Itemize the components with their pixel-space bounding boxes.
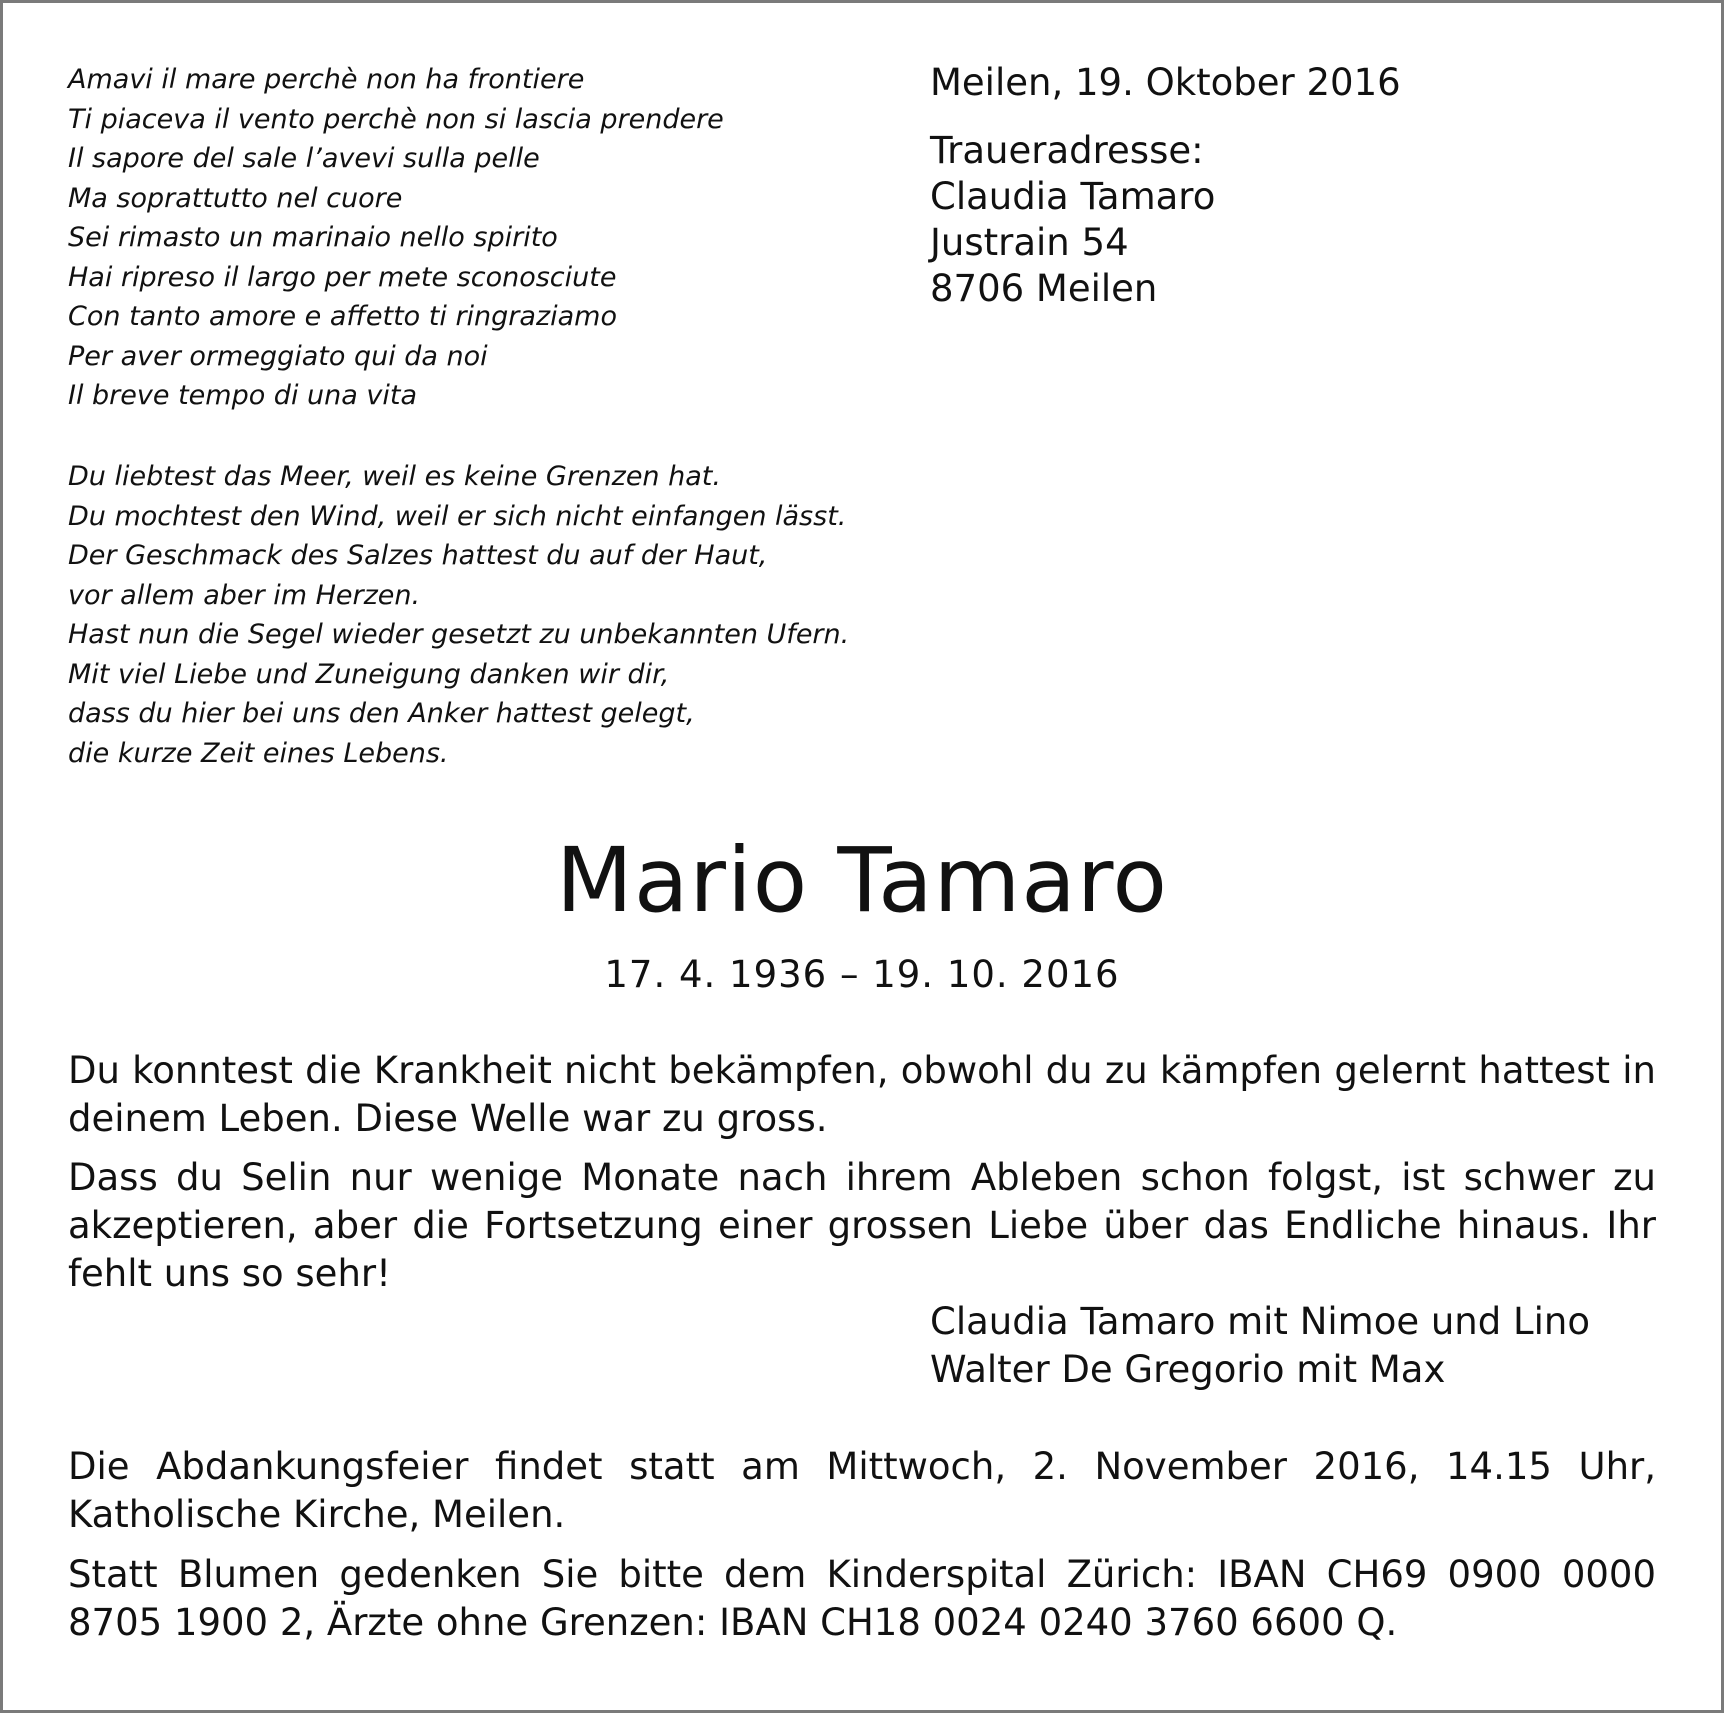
mourning-address <box>930 128 1215 312</box>
poem-italian <box>68 60 724 416</box>
poem-line: Sei rimasto un marinaio nello spirito <box>68 222 558 253</box>
signature-line: Claudia Tamaro mit Nimoe und Lino <box>930 1300 1590 1343</box>
poem-line: Hast nun die Segel wieder gesetzt zu unbekannten Ufern. <box>68 619 850 650</box>
poem-line: Mit viel Liebe und Zuneigung danken wir dir, <box>68 658 670 690</box>
poem-line: Con tanto amore e affetto ti ringraziamo <box>68 301 617 332</box>
poem-line: dass du hier bei uns den Anker hattest gelegt, <box>68 698 695 729</box>
poem-german <box>68 457 849 773</box>
poem-line: Du mochtest den Wind, weil er sich nicht einfangen lässt. <box>68 500 847 532</box>
address-city: 8706 Meilen <box>930 267 1158 310</box>
poem-line: Per aver ormeggiato qui da noi <box>68 340 488 372</box>
signature-line: Walter De Gregorio mit Max <box>930 1348 1446 1391</box>
poem-line: Ma soprattutto nel cuore <box>68 182 403 214</box>
poem-line: Der Geschmack des Salzes hattest du auf der Haut, <box>68 540 768 571</box>
message-paragraph-2: Dass du Selin nur wenige Monate nach ihrem Ableben schon folgst, ist schwer zu akzeptieren, aber die Fortsetzung einer grossen Liebe über das Endliche hinaus. Ihr fehlt uns so sehr! <box>68 1156 1656 1295</box>
poem-line: Il breve tempo di una vita <box>68 380 417 411</box>
deceased-name: Mario Tamaro <box>556 828 1168 932</box>
place-date: Meilen, 19. Oktober 2016 <box>930 61 1401 104</box>
poem-line: Il sapore del sale l’avevi sulla pelle <box>68 143 540 174</box>
poem-line: Hai ripreso il largo per mete sconosciute <box>68 261 617 293</box>
message-paragraph-1: Du konntest die Krankheit nicht bekämpfen, obwohl du zu kämpfen gelernt hattest in deinem Leben. Diese Welle war zu gross. <box>68 1049 1656 1140</box>
address-label: Traueradresse: <box>930 129 1204 172</box>
signatures <box>930 1298 1590 1394</box>
life-dates: 17. 4. 1936 – 19. 10. 2016 <box>604 953 1120 996</box>
poem-line: die kurze Zeit eines Lebens. <box>68 737 449 769</box>
poem-line: Amavi il mare perchè non ha frontiere <box>68 64 585 95</box>
ceremony-info: Die Abdankungsfeier findet statt am Mittwoch, 2. November 2016, 14.15 Uhr, Katholische Kirche, Meilen. <box>68 1445 1656 1536</box>
address-name: Claudia Tamaro <box>930 175 1216 218</box>
address-street: Justrain 54 <box>930 221 1129 264</box>
poem-line: vor allem aber im Herzen. <box>68 579 421 611</box>
poem-line: Ti piaceva il vento perchè non si lascia prendere <box>68 103 724 135</box>
poem-line: Du liebtest das Meer, weil es keine Grenzen hat. <box>68 461 721 492</box>
donation-info: Statt Blumen gedenken Sie bitte dem Kinderspital Zürich: IBAN CH69 0900 0000 8705 1900 2, Ärzte ohne Grenzen: IBAN CH18 0024 0240 3760 6600 Q. <box>68 1553 1656 1644</box>
